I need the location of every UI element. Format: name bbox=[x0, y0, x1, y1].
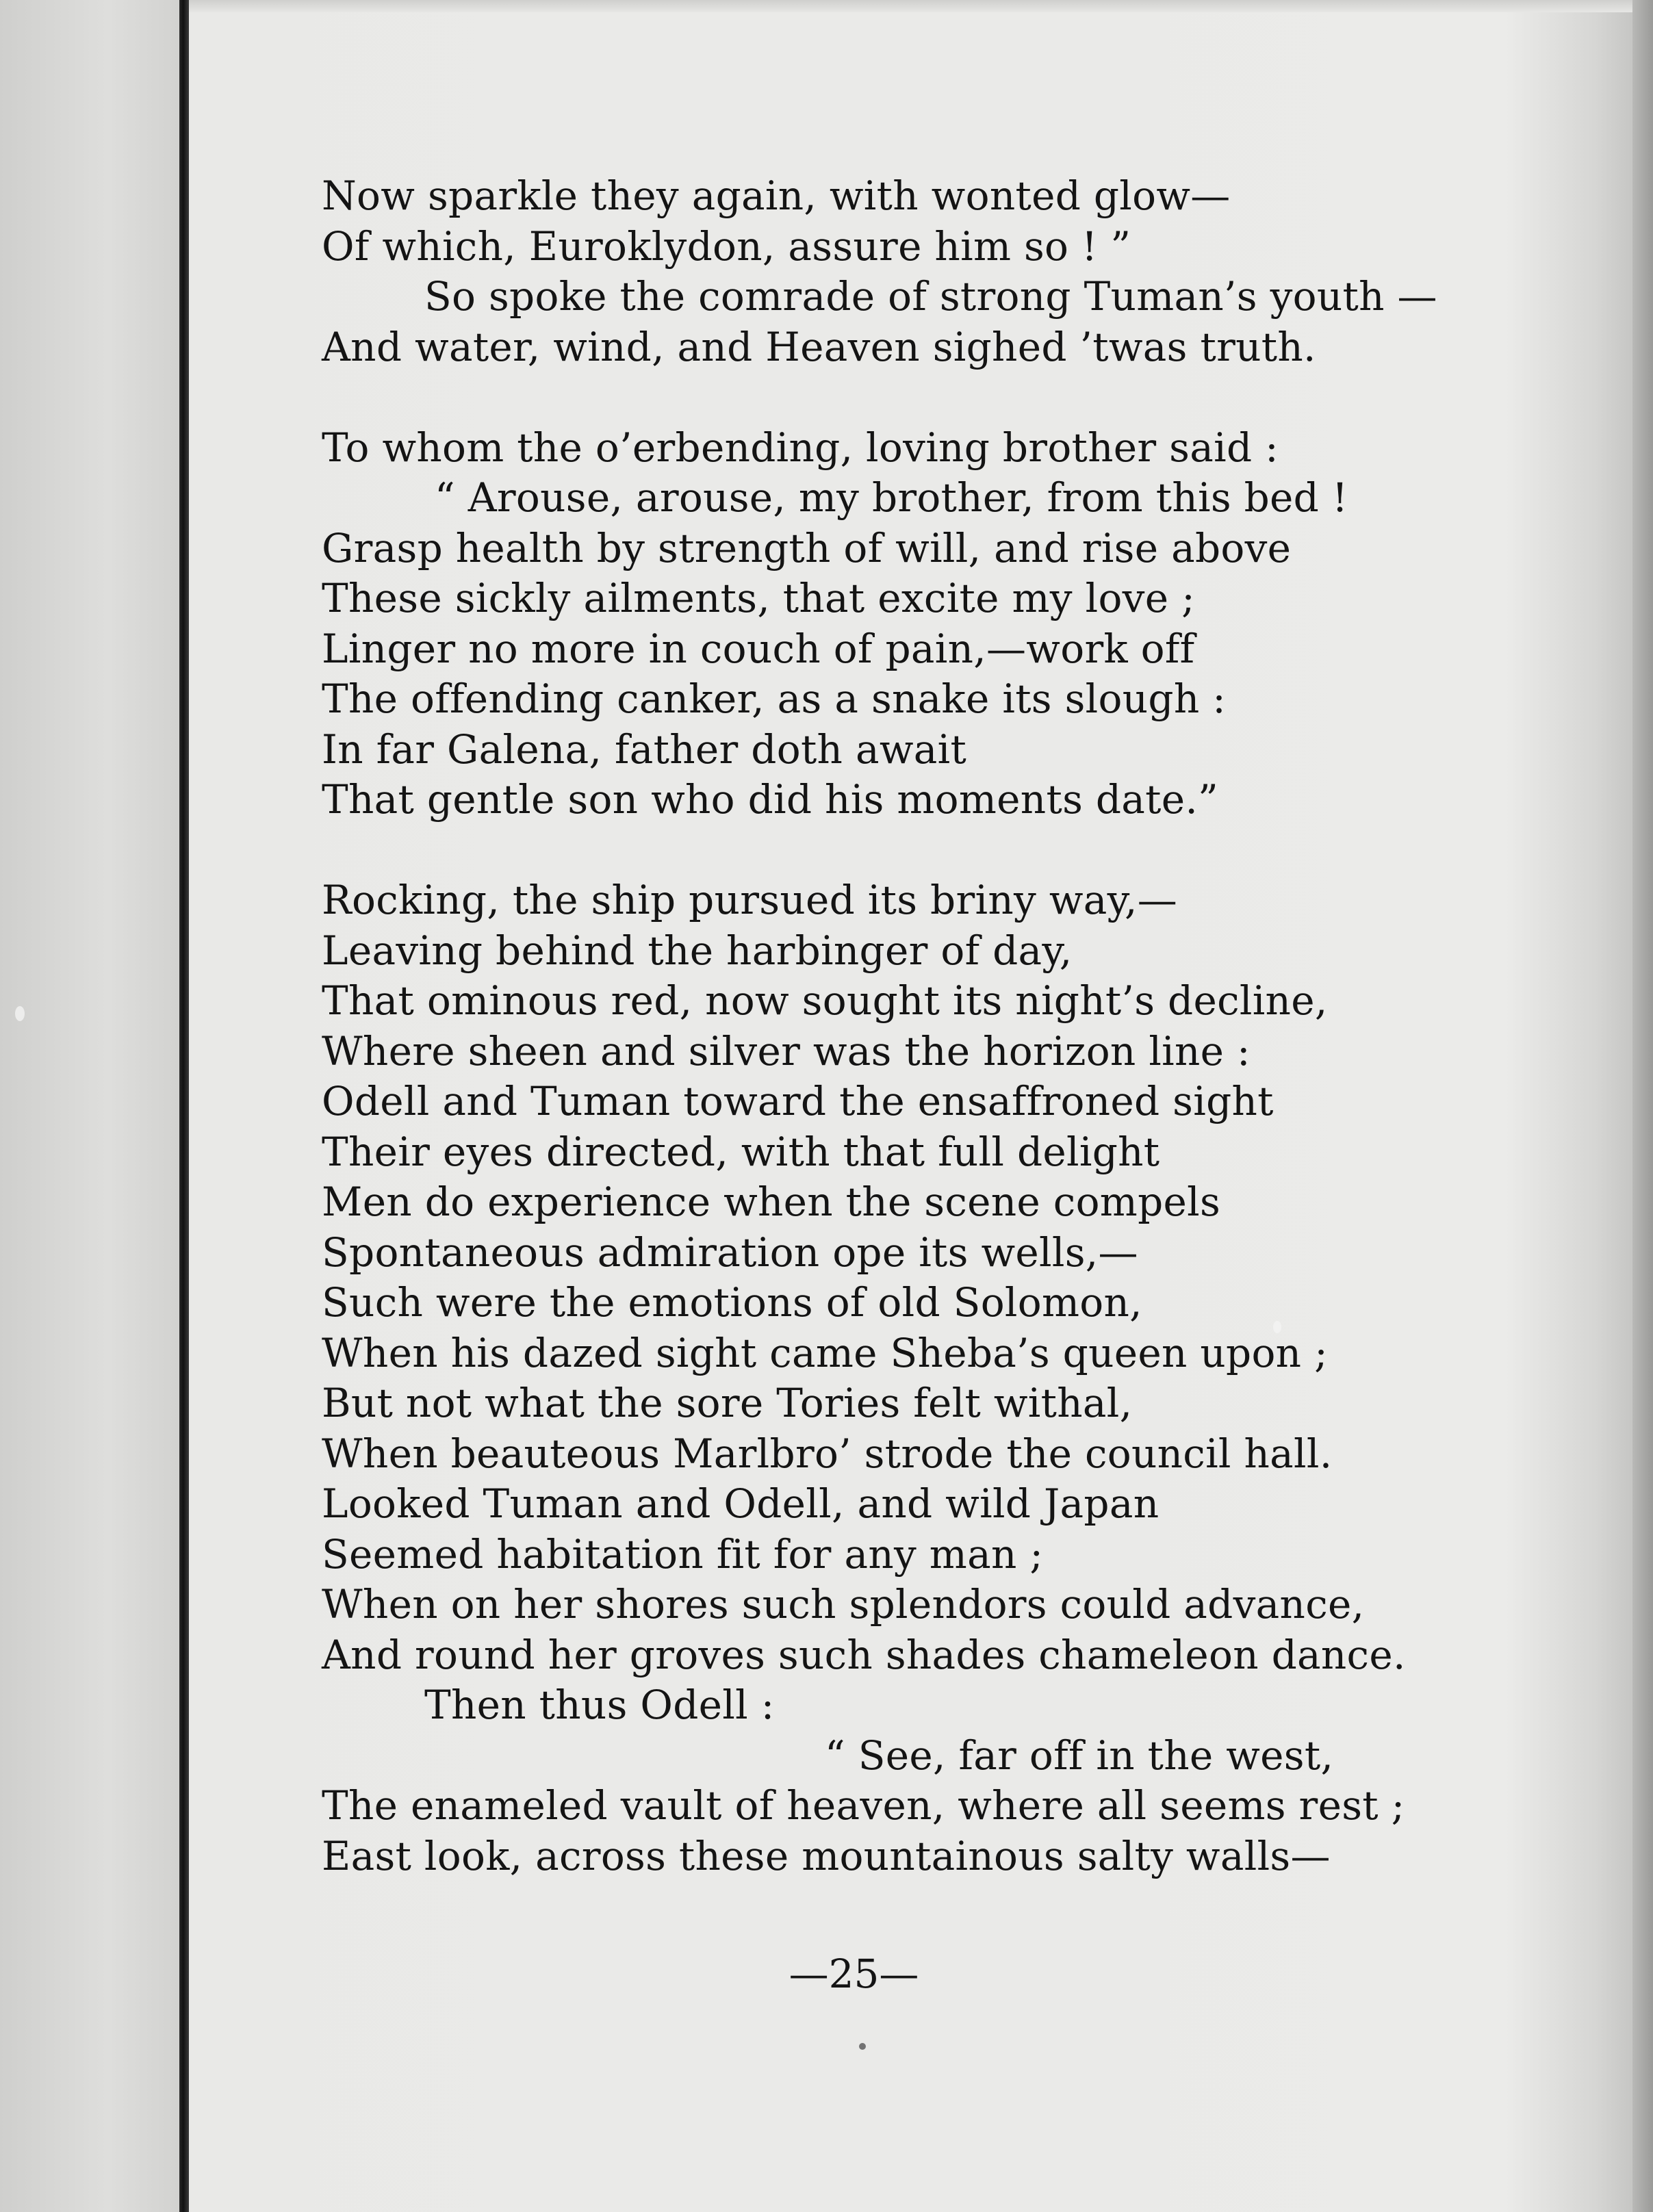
poem-text bbox=[322, 171, 1485, 1881]
poem-line: That gentle son who did his moments date.” bbox=[322, 776, 1219, 823]
poem-line: And water, wind, and Heaven sighed ’twas truth. bbox=[322, 323, 1316, 370]
poem-line: Linger no more in couch of pain,—work off bbox=[322, 625, 1195, 672]
stanza-break bbox=[322, 372, 1485, 423]
poem-line: The enameled vault of heaven, where all seems rest ; bbox=[322, 1782, 1405, 1829]
page-top-edge bbox=[189, 0, 1653, 12]
poem-line: “ Arouse, arouse, my brother, from this bed ! bbox=[435, 474, 1348, 521]
poem-line: These sickly ailments, that excite my love ; bbox=[322, 575, 1195, 621]
poem-line: Of which, Euroklydon, assure him so ! ” bbox=[322, 222, 1131, 270]
poem-line: Seemed habitation fit for any man ; bbox=[322, 1530, 1044, 1578]
stanza bbox=[322, 875, 1485, 1881]
poem-line: Now sparkle they again, with wonted glow— bbox=[322, 172, 1231, 219]
stanza bbox=[322, 423, 1485, 825]
poem-line: Spontaneous admiration ope its wells,— bbox=[322, 1229, 1138, 1276]
poem-line: And round her groves such shades chameleon dance. bbox=[322, 1631, 1406, 1678]
page-number: —25— bbox=[789, 1951, 919, 1997]
stanza bbox=[322, 171, 1485, 372]
binding-gutter bbox=[179, 0, 189, 2212]
poem-line: In far Galena, father doth await bbox=[322, 725, 967, 773]
poem-line: Their eyes directed, with that full delight bbox=[322, 1128, 1160, 1175]
poem-line: Such were the emotions of old Solomon, bbox=[322, 1279, 1142, 1326]
poem-line: Grasp health by strength of will, and rise above bbox=[322, 524, 1292, 571]
poem-line: To whom the o’erbending, loving brother said : bbox=[322, 424, 1279, 471]
poem-line: When his dazed sight came Sheba’s queen upon ; bbox=[322, 1329, 1328, 1376]
poem-line: Where sheen and silver was the horizon line : bbox=[322, 1027, 1251, 1075]
poem-line: Leaving behind the harbinger of day, bbox=[322, 927, 1073, 974]
poem-line: Odell and Tuman toward the ensaffroned sight bbox=[322, 1078, 1274, 1124]
poem-line: “ See, far off in the west, bbox=[825, 1732, 1334, 1779]
paper-speck bbox=[15, 1006, 25, 1021]
poem-line: Looked Tuman and Odell, and wild Japan bbox=[322, 1480, 1159, 1527]
poem-line: Then thus Odell : bbox=[424, 1682, 775, 1728]
poem-line: Rocking, the ship pursued its briny way,— bbox=[322, 877, 1178, 923]
poem-line: When on her shores such splendors could advance, bbox=[322, 1581, 1365, 1628]
stanza-break bbox=[322, 825, 1485, 876]
poem-line: Men do experience when the scene compels bbox=[322, 1179, 1221, 1225]
poem-line: That ominous red, now sought its night’s decline, bbox=[322, 977, 1328, 1024]
ink-speck bbox=[859, 2043, 866, 2050]
poem-line: East look, across these mountainous salty walls— bbox=[322, 1832, 1331, 1879]
poem-line: When beauteous Marlbro’ strode the council hall. bbox=[322, 1430, 1333, 1477]
poem-line: The offending canker, as a snake its slough : bbox=[322, 676, 1227, 722]
facing-page-edge bbox=[0, 0, 179, 2212]
page-right-edge bbox=[1632, 0, 1653, 2212]
poem-line: So spoke the comrade of strong Tuman’s youth — bbox=[424, 273, 1437, 320]
poem-line: But not what the sore Tories felt withal, bbox=[322, 1380, 1133, 1426]
